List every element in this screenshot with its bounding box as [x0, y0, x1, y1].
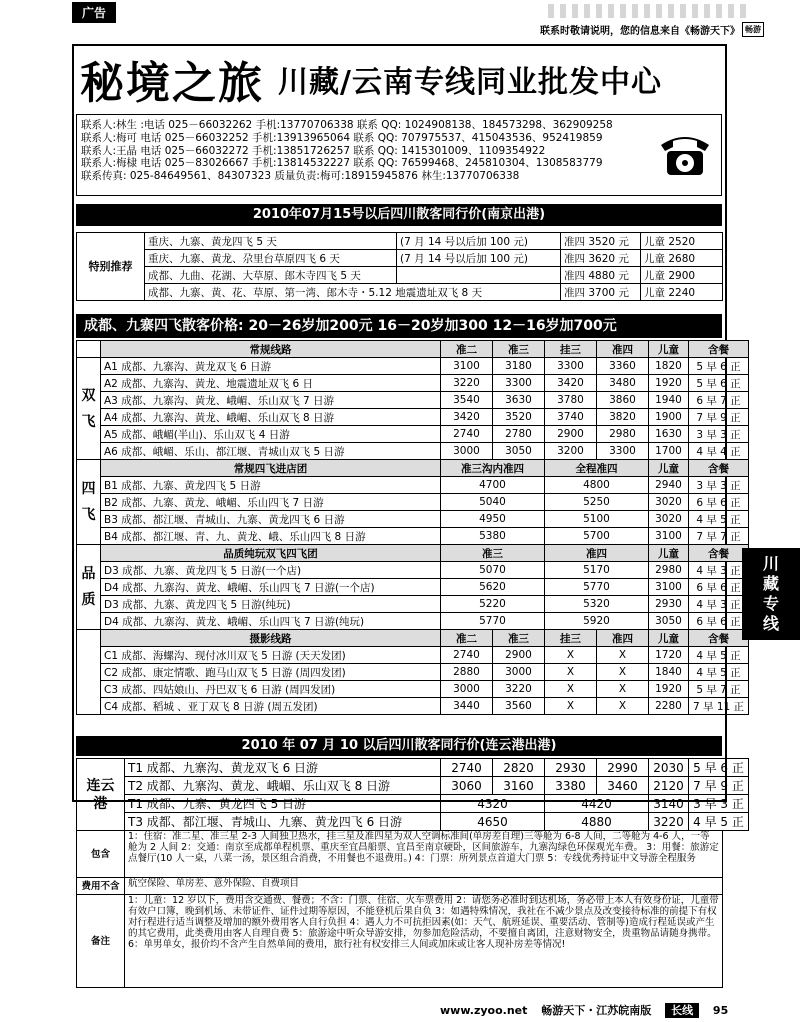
table-row [77, 409, 749, 426]
table-row [77, 596, 749, 613]
table-cell: 3360 [597, 358, 649, 375]
lianyungang-table [76, 758, 749, 831]
page-footer [440, 1002, 738, 1018]
table-cell: 3060 [441, 777, 493, 795]
price-cell: 准四 4880 元 [561, 267, 641, 284]
table-cell: 3160 [493, 777, 545, 795]
table-cell: 3520 [493, 409, 545, 426]
table-cell: 3300 [545, 358, 597, 375]
table-cell: 儿童 [649, 630, 689, 647]
table-cell: 1940 [649, 392, 689, 409]
table-cell: B2 成都、九寨、黄龙、峨嵋、乐山四飞 7 日游 [101, 494, 441, 511]
table-cell: B4 成都、都江堰、青、九、黄龙、峨、乐山四飞 8 日游 [101, 528, 441, 545]
table-cell: 6 早 6 正 [689, 494, 749, 511]
child-cell: 儿童 2680 [641, 250, 723, 267]
table-cell: 含餐 [689, 630, 749, 647]
table-cell: 3220 [649, 813, 689, 831]
table-cell: 3820 [597, 409, 649, 426]
table-cell: 5 早 6 正 [689, 375, 749, 392]
table-row [77, 233, 723, 250]
table-cell: 2820 [493, 759, 545, 777]
footer-magazine: 畅游天下・江苏皖南版 [541, 1004, 652, 1017]
table-cell: 5 早 6 正 [689, 759, 749, 777]
table-row [77, 759, 749, 777]
route-cell: 重庆、九寨、黄龙四飞 5 天 [145, 233, 397, 250]
table-cell: 3460 [597, 777, 649, 795]
col-head: 常规线路 [101, 341, 441, 358]
side-tab-label: 川藏专线 [762, 554, 779, 633]
table-cell: 7 早 7 正 [689, 528, 749, 545]
table-cell: 5380 [441, 528, 545, 545]
notes-table [76, 830, 723, 988]
table-cell: 1900 [649, 409, 689, 426]
table-cell: 2280 [649, 698, 689, 715]
table-row [77, 813, 749, 831]
table-cell: 7 早 9 正 [689, 777, 749, 795]
table-cell: 2940 [649, 477, 689, 494]
table-cell: 3020 [649, 511, 689, 528]
table-cell: 3 早 3 正 [689, 426, 749, 443]
table-cell: 5700 [545, 528, 649, 545]
table-cell: 3200 [545, 443, 597, 460]
col-head: 准三 [493, 341, 545, 358]
group-label: 品质 [77, 545, 101, 630]
child-cell: 儿童 2240 [641, 284, 723, 301]
col-head: 儿童 [649, 341, 689, 358]
table-cell: 2980 [649, 562, 689, 579]
table-cell: C2 成都、康定情歌、跑马山双飞 5 日游 (周四发团) [101, 664, 441, 681]
contact-box [76, 114, 722, 196]
table-cell: 4 早 5 正 [689, 813, 749, 831]
table-row [77, 392, 749, 409]
contact-row: 联系人:林生 :电话 025－66032262 手机:13770706338 联系 QQ: 1024908138、184573298、362909258 [81, 119, 613, 131]
table-row [77, 426, 749, 443]
table-row [77, 250, 723, 267]
table-cell: 3000 [441, 681, 493, 698]
table-cell: T1 成都、九寨沟、黄龙双飞 6 日游 [125, 759, 441, 777]
table-cell: 3300 [493, 375, 545, 392]
table-cell: 2740 [441, 759, 493, 777]
table-cell: 4700 [441, 477, 545, 494]
table-header-row [77, 341, 749, 358]
table-cell: 6 早 6 正 [689, 579, 749, 596]
table-cell: 3 早 3 正 [689, 477, 749, 494]
table-cell: 4 早 3 正 [689, 596, 749, 613]
section-title-lianyungang: 2010 年 07 月 10 以后四川散客同行价(连云港出港) [76, 736, 722, 756]
price-cell: 准四 3700 元 [561, 284, 641, 301]
table-cell: A4 成都、九寨沟、黄龙、峨嵋、乐山双飞 8 日游 [101, 409, 441, 426]
table-cell: 4320 [441, 795, 545, 813]
ad-header [74, 48, 726, 110]
table-cell: 5040 [441, 494, 545, 511]
route-cell: 成都、九曲、花湖、大草原、郎木寺四飞 5 天 [145, 267, 397, 284]
table-cell: 3050 [649, 613, 689, 630]
table-row [77, 375, 749, 392]
table-cell: 2740 [441, 647, 493, 664]
table-row [77, 477, 749, 494]
group-label: 四飞 [77, 460, 101, 545]
table-row [77, 494, 749, 511]
table-cell: 3000 [441, 443, 493, 460]
table-row [77, 681, 749, 698]
table-cell: 儿童 [649, 545, 689, 562]
table-cell: 3100 [649, 528, 689, 545]
table-cell: 5070 [441, 562, 545, 579]
table-cell: 准四 [597, 630, 649, 647]
contact-row: 联系传真: 025-84649561、84307323 质量负责:梅可:18915945876 林生:13770706338 [81, 170, 520, 183]
table-cell: 2930 [649, 596, 689, 613]
table-cell: 3540 [441, 392, 493, 409]
group-label: 双飞 [77, 358, 101, 460]
table-cell: 3420 [441, 409, 493, 426]
table-cell: 3140 [649, 795, 689, 813]
table-cell: 3480 [597, 375, 649, 392]
table-cell: 准二 [441, 630, 493, 647]
notes-text: 1：儿童：12 岁以下，费用含交通费、餐费；不含：门票、住宿、火车票费用 2：请您务必准时到达机场，务必带上本人有效身份证，儿童带有效户口簿，晚到机场、未带证件、证件过期等原因，不能登机后果自负 3：如遇特殊情况，我社在不减少景点及改变接待标准的前提下有权对行程进行适当调整及增加的额外费用客人自行负担 4：遇人力不可抗拒因素(如：天气、航班延误、重要活动、管制等)造成行程延误或产生的其它费用，此类费用由客人自理自费 5：旅游途中听众导游安排，勿参加危险活动，不要擅自离团，注意财物安全，贵重物品请随身携带。 6：单男单女，报价均不含产生自然单间的费用，旅行社有权安排三人间或加床或让客人现补房差等情况! [125, 895, 723, 988]
table-cell: 4 早 5 正 [689, 647, 749, 664]
table-cell: 3020 [649, 494, 689, 511]
table-row [77, 443, 749, 460]
table-cell: 准三 [493, 630, 545, 647]
table-cell: A3 成都、九寨沟、黄龙、峨嵋、乐山双飞 7 日游 [101, 392, 441, 409]
table-row [77, 831, 723, 878]
table-cell: 5320 [545, 596, 649, 613]
table-row [77, 579, 749, 596]
table-cell: 3220 [493, 681, 545, 698]
price-cell: 准四 3620 元 [561, 250, 641, 267]
table-cell: 3220 [441, 375, 493, 392]
child-cell: 儿童 2900 [641, 267, 723, 284]
table-cell: 1720 [649, 647, 689, 664]
table-row [77, 267, 723, 284]
notes-label: 费用不含 [77, 878, 125, 895]
table-row [77, 358, 749, 375]
price-cell: 准四 3520 元 [561, 233, 641, 250]
table-cell: A5 成都、峨嵋(半山)、乐山双飞 4 日游 [101, 426, 441, 443]
table-cell: 含餐 [689, 460, 749, 477]
table-cell: 2990 [597, 759, 649, 777]
notes-text: 航空保险、单房差、意外保险、自费项目 [125, 878, 723, 895]
contact-row: 联系人:梅棣 电话 025－83026667 手机:13814532227 联系 QQ: 76599468、245810304、1308583779 [81, 157, 603, 170]
special-table [76, 232, 723, 301]
table-cell: 4650 [441, 813, 545, 831]
telephone-icon [657, 131, 713, 179]
table-cell: 3420 [545, 375, 597, 392]
top-bar [0, 0, 800, 44]
table-row [77, 613, 749, 630]
source-note: 联系时敬请说明，您的信息来自《畅游天下》 [540, 26, 740, 37]
route-cell: 成都、九寨、黄、花、草原、第一湾、郎木寺・5.12 地震遗址双飞 8 天 [145, 284, 561, 301]
table-cell: 1920 [649, 681, 689, 698]
table-cell: 5220 [441, 596, 545, 613]
table-row [77, 562, 749, 579]
notes-label: 包含 [77, 831, 125, 878]
table-cell: 5770 [441, 613, 545, 630]
table-cell: X [545, 647, 597, 664]
table-cell: 准三 [441, 545, 545, 562]
table-cell: 3300 [597, 443, 649, 460]
table-cell: D4 成都、九寨沟、黄龙、峨嵋、乐山四飞 7 日游(一个店) [101, 579, 441, 596]
table-cell: 5 早 7 正 [689, 681, 749, 698]
table-cell: 5100 [545, 511, 649, 528]
decorative-pattern [548, 4, 748, 18]
group-label: 特别推荐 [77, 233, 145, 301]
table-cell: C1 成都、海螺沟、现付冰川双飞 5 日游 (天天发团) [101, 647, 441, 664]
table-cell: 5770 [545, 579, 649, 596]
table-row [77, 895, 723, 988]
table-cell: 5 早 6 正 [689, 358, 749, 375]
table-cell: 5170 [545, 562, 649, 579]
table-cell: 2120 [649, 777, 689, 795]
table-cell: 2930 [545, 759, 597, 777]
table-row [77, 698, 749, 715]
table-cell: 3740 [545, 409, 597, 426]
footer-tag: 长线 [665, 1003, 699, 1018]
table-cell: 儿童 [649, 460, 689, 477]
contact-row: 联系人:王晶 电话 025－66032272 手机:13851726257 联系 QQ: 1415301009、1109354922 [81, 144, 546, 157]
magazine-logo: 畅游 [742, 22, 764, 37]
table-cell: 3050 [493, 443, 545, 460]
table-cell: X [545, 681, 597, 698]
ad-label: 广告 [72, 2, 116, 23]
table-cell: 1700 [649, 443, 689, 460]
table-cell: 1630 [649, 426, 689, 443]
section-title-prices: 成都、九寨四飞散客价格: 20－26岁加200元 16－20岁加300 12－16岁加700元 [76, 314, 722, 338]
table-cell: X [545, 698, 597, 715]
table-cell: 3180 [493, 358, 545, 375]
table-row [77, 511, 749, 528]
table-cell: T2 成都、九寨沟、黄龙、峨嵋、乐山双飞 8 日游 [125, 777, 441, 795]
table-cell: A6 成都、峨嵋、乐山、都江堰、青城山双飞 5 日游 [101, 443, 441, 460]
col-head: 准二 [441, 341, 493, 358]
table-cell: A1 成都、九寨沟、黄龙双飞 6 日游 [101, 358, 441, 375]
table-cell: 4 早 5 正 [689, 664, 749, 681]
table-cell: 2880 [441, 664, 493, 681]
table-cell: 4880 [545, 813, 649, 831]
table-cell: 3780 [545, 392, 597, 409]
table-cell: X [597, 681, 649, 698]
notes-text: 1：住宿：准二星、准三星 2-3 人间独卫热水，挂三星及准四星为双人空调标准间(单房差自理)三等舱为 6-8 人间，二等舱为 4-6 人，一等舱为 2 人间 2：交通：南京至成都单程机票、重庆至宜昌船票、宜昌至南京硬卧，区间旅游车，九寨沟绿色环保观光车费。 3：用餐：旅游定点餐厅(10 人一桌，八菜一汤，景区组合消费，不用餐也不退费用。) 4：门票：所列景点首道大门票 5：专线优秀持证中文导游全程服务 [125, 831, 723, 878]
table-cell: D3 成都、九寨、黄龙四飞 5 日游(纯玩) [101, 596, 441, 613]
table-cell: 3560 [493, 698, 545, 715]
table-cell: 4950 [441, 511, 545, 528]
table-cell: 准三沟内准四 [441, 460, 545, 477]
table-header-row [77, 545, 749, 562]
table-cell: 3380 [545, 777, 597, 795]
col-head: 挂三 [545, 341, 597, 358]
notes-label: 备注 [77, 895, 125, 988]
note-cell: (7 月 14 号以后加 100 元) [397, 250, 561, 267]
table-header-row [77, 460, 749, 477]
table-row [77, 284, 723, 301]
col-head: 含餐 [689, 341, 749, 358]
table-cell: 4 早 5 正 [689, 511, 749, 528]
table-cell: 含餐 [689, 545, 749, 562]
table-cell: D3 成都、九寨、黄龙四飞 5 日游(一个店) [101, 562, 441, 579]
table-cell: B3 成都、都江堰、青城山、九寨、黄龙四飞 6 日游 [101, 511, 441, 528]
contact-row: 联系人:梅可 电话 025－66032252 手机:13913965064 联系 QQ: 707975537、415043536、952419859 [81, 131, 603, 144]
table-cell: 1920 [649, 375, 689, 392]
table-cell: 4 早 4 正 [689, 443, 749, 460]
table-cell: T3 成都、都江堰、青城山、九寨、黄龙四飞 6 日游 [125, 813, 441, 831]
table-cell: D4 成都、九寨沟、黄龙、峨嵋、乐山四飞 7 日游(纯玩) [101, 613, 441, 630]
table-cell: 7 早 11 正 [689, 698, 749, 715]
table-cell: 2780 [493, 426, 545, 443]
side-tab [742, 548, 800, 640]
table-cell: X [545, 664, 597, 681]
table-cell: 摄影线路 [101, 630, 441, 647]
col-head: 准四 [597, 341, 649, 358]
section-title-nanjing: 2010年07月15号以后四川散客同行价(南京出港) [76, 204, 722, 226]
note-cell: (7 月 14 号以后加 100 元) [397, 233, 561, 250]
table-cell: 1840 [649, 664, 689, 681]
table-cell: 2030 [649, 759, 689, 777]
table-cell: 2900 [545, 426, 597, 443]
group-label: 连云港 [77, 759, 125, 831]
table-cell: 4 早 3 正 [689, 562, 749, 579]
table-cell: 5920 [545, 613, 649, 630]
table-cell: C4 成都、稻城 、亚丁双飞 8 日游 (周五发团) [101, 698, 441, 715]
page-number: 95 [712, 1004, 729, 1017]
table-cell: 5250 [545, 494, 649, 511]
table-row [77, 777, 749, 795]
table-cell: B1 成都、九寨、黄龙四飞 5 日游 [101, 477, 441, 494]
main-price-table [76, 340, 749, 715]
table-header-row [77, 630, 749, 647]
table-row [77, 878, 723, 895]
table-cell: 3630 [493, 392, 545, 409]
table-cell: 4420 [545, 795, 649, 813]
table-cell: 准四 [545, 545, 649, 562]
table-cell: 2900 [493, 647, 545, 664]
table-cell: A2 成都、九寨沟、黄龙、地震遗址双飞 6 日 [101, 375, 441, 392]
table-cell: 2980 [597, 426, 649, 443]
table-cell: 3100 [441, 358, 493, 375]
table-cell: 3860 [597, 392, 649, 409]
table-cell: 7 早 9 正 [689, 409, 749, 426]
table-cell: 4800 [545, 477, 649, 494]
brand-name: 秘境之旅 [80, 58, 264, 109]
table-cell: 常规四飞进店团 [101, 460, 441, 477]
table-row [77, 647, 749, 664]
table-cell: X [597, 664, 649, 681]
table-cell: 3 早 3 正 [689, 795, 749, 813]
table-cell: 3100 [649, 579, 689, 596]
note-cell [397, 267, 561, 284]
table-cell: 6 早 6 正 [689, 613, 749, 630]
table-cell: 挂三 [545, 630, 597, 647]
table-row [77, 528, 749, 545]
table-cell: X [597, 647, 649, 664]
table-cell: 6 早 7 正 [689, 392, 749, 409]
table-cell: T1 成都、九寨、黄龙四飞 5 日游 [125, 795, 441, 813]
table-cell: C3 成都、四姑娘山、丹巴双飞 6 日游 (周四发团) [101, 681, 441, 698]
table-row [77, 664, 749, 681]
child-cell: 儿童 2520 [641, 233, 723, 250]
table-cell: 全程准四 [545, 460, 649, 477]
footer-site[interactable]: www.zyoo.net [440, 1004, 528, 1017]
table-cell: 3000 [493, 664, 545, 681]
table-cell: X [597, 698, 649, 715]
table-cell: 2740 [441, 426, 493, 443]
ad-subtitle: 川藏/云南专线同业批发中心 [278, 65, 662, 100]
table-row [77, 795, 749, 813]
route-cell: 重庆、九寨、黄龙、尕里台草原四飞 6 天 [145, 250, 397, 267]
table-cell: 3440 [441, 698, 493, 715]
table-cell: 品质纯玩双飞四飞团 [101, 545, 441, 562]
table-cell: 1820 [649, 358, 689, 375]
table-cell: 5620 [441, 579, 545, 596]
